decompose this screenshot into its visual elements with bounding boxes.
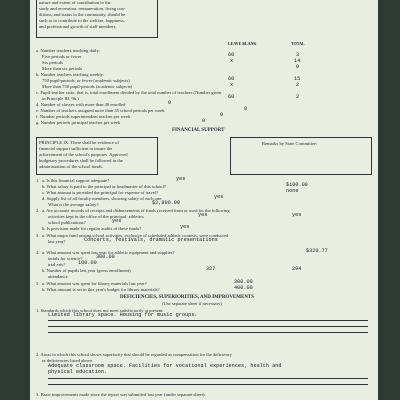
item-answer: yes [180, 224, 190, 230]
item-line: attendance [48, 274, 68, 279]
principle-line: achievement of the school's purposes. Approved [39, 152, 128, 157]
principle-line: budgetary procedures shall be followed in the [39, 158, 123, 163]
principle-line: administration of the school funds. [39, 164, 103, 169]
remarks-label: Remarks by State Committee: [262, 141, 318, 146]
item-answer: $2,800.00 [152, 200, 181, 206]
staff-value: 60 [228, 76, 235, 82]
deficiency-item-2: 2. Areas in which this school shows superiority that should be regarded as compensation for the deficiency [36, 352, 233, 357]
intro-line: study and recreation, remuneration, living con- [39, 6, 126, 11]
staff-row: f. Number periods superintendent teaches per week [36, 114, 131, 119]
item-line: school publications? [48, 220, 86, 225]
answer-line [48, 320, 368, 321]
item-line: a. Are accurate records of receipts and disbursements of funds received from or used for the following [42, 208, 230, 213]
deficiency-item-3: 3. Basic improvements made since the report was submitted last year (under separate sheet): [36, 392, 206, 397]
staff-value: 0 [220, 112, 224, 118]
deficiencies-heading: DEFICIENCIES, SUPERIORITIES, AND IMPROVEMENTS [120, 295, 255, 300]
item-number: 5. [36, 281, 40, 286]
staff-row: e. Number of teachers assigned more than 35 school periods per week [36, 108, 165, 113]
item-line: terials for science? [48, 256, 83, 261]
staff-value: x [230, 58, 234, 64]
staff-row: More than six periods [42, 66, 83, 71]
item-answer: 400.00 [234, 285, 253, 291]
deficiencies-subheading: (Use separate sheet if necessary) [162, 301, 222, 306]
item-number: 1. [36, 178, 40, 183]
staff-value: 0 [244, 106, 248, 112]
staff-row: Five periods or fewer [42, 54, 82, 59]
answer-line [48, 378, 368, 379]
item-line: a. What major fund raising school activities, exclusive of scheduled athletic contests, were conducted [42, 233, 229, 238]
staff-total: 15 [294, 76, 301, 82]
staff-value: 60 [228, 52, 235, 58]
item-answer: Concerts, festivals, dramatic presentations [84, 237, 218, 243]
col-leave-blank: LEAVE BLANK [228, 41, 257, 46]
deficiency-item-2: or deficiencies listed above. [42, 358, 94, 363]
item-answer: 294 [292, 266, 302, 272]
item-line: b. Is provision made for regular audits of these funds? [42, 226, 142, 231]
staff-row: d. Number of classes with more than 40 enrolled [36, 102, 126, 107]
deficiency-item-1-answer: Limited library space. Housing for music groups. [48, 312, 198, 318]
item-answer: $320.77 [306, 248, 328, 254]
item-number: 4. [36, 250, 40, 255]
intro-line: nature and extent of contribution to the [39, 0, 111, 5]
deficiency-item-1: 1. Standards which this school does not meet satisfactorily at present: [36, 308, 164, 313]
col-total: TOTAL [291, 41, 305, 46]
staff-row: Six periods [42, 60, 63, 65]
item-line: a. What amount was spent last year for athletic equipment and supplies? [42, 250, 175, 255]
item-line: a. Is this financial support adequate? [42, 178, 110, 183]
intro-line: and professional growth of staff members. [39, 24, 117, 29]
item-answer: yes [198, 212, 208, 218]
answer-line [48, 332, 368, 333]
item-answer: 100.00 [78, 260, 97, 266]
principle-line: financial support sufficient to insure the [39, 146, 113, 151]
item-number: 3. [36, 233, 40, 238]
staff-value: 0 [168, 100, 172, 106]
staff-value: 60 [228, 94, 235, 100]
staff-row: 750 pupil-periods, or fewer (academic subjects) [42, 78, 130, 83]
item-answer: yes [176, 176, 186, 182]
staff-row: b. Number teachers teaching weekly: [36, 72, 105, 77]
item-line: b. What amount is set in this year's budget for library materials? [42, 287, 160, 292]
item-answer: none [286, 188, 299, 194]
staff-row: a. Number teachers teaching daily: [36, 48, 100, 53]
staff-value: 0 [202, 118, 206, 124]
document-page [30, 0, 378, 400]
item-line: last year? [48, 239, 66, 244]
answer-line [48, 384, 368, 385]
staff-row: in Principle III, 9b.) [42, 96, 79, 101]
item-answer: 327 [206, 266, 216, 272]
staff-total: 2 [296, 82, 300, 88]
deficiency-item-2-answer: physical education. [48, 369, 108, 375]
staff-total: 3 [296, 52, 300, 58]
item-line: trial arts? [48, 262, 66, 267]
item-line: b. Number of pupils last year (gross enrollment) [42, 268, 131, 273]
item-line: activities kept in the office of the principal: athletics [48, 214, 144, 219]
item-line: b. What salary is paid to the principal or headmaster of this school? [42, 184, 166, 189]
staff-value: x [230, 82, 234, 88]
item-answer: yes [214, 194, 224, 200]
item-answer: yes [292, 212, 302, 218]
staff-row: c. Pupil-teacher ratio, that is, total enrollment divided by the total number of teachers (Number given [36, 90, 222, 95]
staff-row: g. Number periods principal teaches per week [36, 120, 121, 125]
intro-line: ditions, and status in the community, should be [39, 12, 126, 17]
item-line: d. Supply list of all faculty members, showing salary of each one. [42, 196, 163, 201]
item-answer: yes [112, 218, 122, 224]
principle-line: PRINCIPLE IX. There shall be evidence of [39, 140, 119, 145]
staff-total: 0 [296, 64, 300, 70]
answer-line [48, 326, 368, 327]
financial-support-heading: FINANCIAL SUPPORT [172, 128, 225, 133]
staff-total: 2 [296, 94, 300, 100]
staff-row: More than 750 pupil-periods (academic subjects) [42, 84, 133, 89]
item-answer: 300.00 [96, 254, 115, 260]
intro-line: such as to contribute to the welfare, happiness, [39, 18, 125, 23]
deficiency-item-2-answer: Adequate classroom space. Facilities for vocational experiences, health and [48, 363, 282, 369]
item-line: What is the average salary? [48, 202, 99, 207]
item-number: 2. [36, 208, 40, 213]
item-answer: 300.00 [234, 279, 253, 285]
item-line: c. What amount is provided the principal for expense of travel? [42, 190, 159, 195]
item-line: a. What amount was spent for library materials last year? [42, 281, 147, 286]
item-answer: $100.00 [286, 182, 308, 188]
staff-total: 14 [294, 58, 301, 64]
